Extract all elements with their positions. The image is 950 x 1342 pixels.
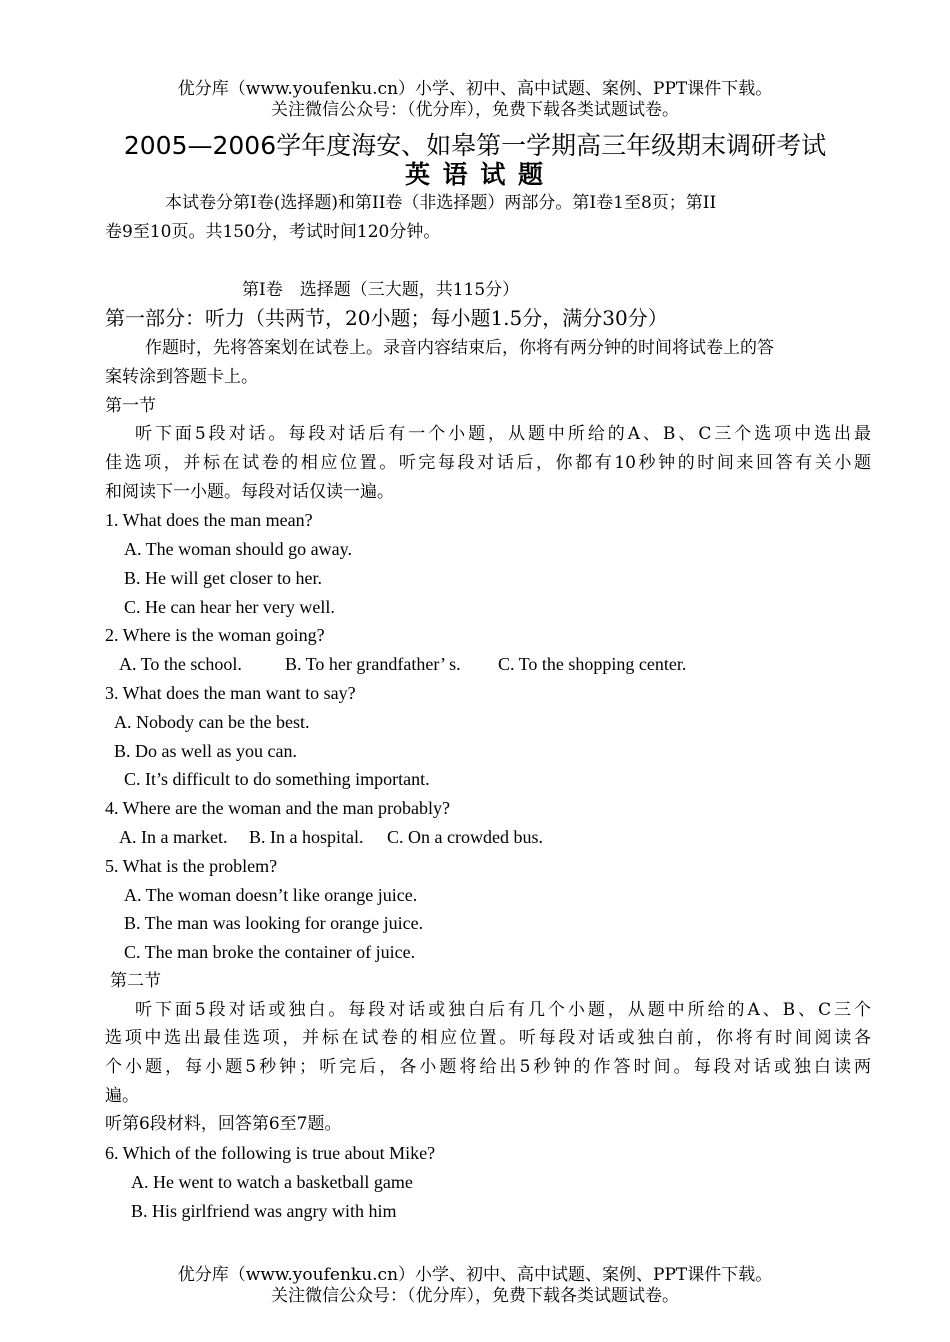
question-6-option-a: A. He went to watch a basketball game [131, 1172, 413, 1192]
question-4-stem: 4. Where are the woman and the man probably? [105, 798, 451, 818]
section-1-instruction-line-2: 佳选项，并标在试卷的相应位置。听完每段对话后，你都有10秒钟的时间来回答有关小题 [105, 453, 871, 473]
question-5-stem: 5. What is the problem? [105, 856, 278, 876]
question-2-option-c: C. To the shopping center. [498, 654, 687, 674]
section-2-instruction-line-2: 选项中选出最佳选项，并标在试卷的相应位置。听每段对话或独白前，你将有时间阅读各 [105, 1028, 871, 1048]
part-1-title: 第一部分：听力（共两节，20小题；每小题1.5分，满分30分） [105, 306, 668, 330]
header-line-1: 优分库（www.youfenku.cn）小学、初中、高中试题、案例、PPT课件下载。 [177, 79, 773, 99]
section-2-instruction-line-1: 听下面5段对话或独白。每段对话或独白后有几个小题，从题中所给的A、B、C三个 [135, 1000, 871, 1020]
question-3-option-a: A. Nobody can be the best. [114, 712, 310, 732]
question-1-option-b: B. He will get closer to her. [124, 568, 322, 588]
section-2-title: 第二节 [110, 971, 161, 991]
section-2-instruction-line-3: 个小题，每小题5秒钟；听完后，各小题将给出5秒钟的作答时间。每段对话或独白读两 [105, 1057, 871, 1077]
question-3-option-b: B. Do as well as you can. [114, 741, 297, 761]
question-4-option-c: C. On a crowded bus. [387, 827, 543, 847]
question-6-stem: 6. Which of the following is true about Mike? [105, 1143, 436, 1163]
question-1-option-c: C. He can hear her very well. [124, 597, 335, 617]
intro-line-2: 卷9至10页。共150分，考试时间120分钟。 [105, 222, 441, 242]
header-line-2: 关注微信公众号：（优分库），免费下载各类试题试卷。 [271, 100, 679, 120]
part-1-instruction-line-2: 案转涂到答题卡上。 [105, 367, 258, 387]
footer-line-2: 关注微信公众号：（优分库），免费下载各类试题试卷。 [271, 1286, 679, 1306]
exam-subtitle: 英 语 试 题 [404, 160, 546, 189]
footer-line-1: 优分库（www.youfenku.cn）小学、初中、高中试题、案例、PPT课件下载。 [177, 1265, 773, 1285]
question-5-option-a: A. The woman doesn’t like orange juice. [124, 885, 418, 905]
question-1-option-a: A. The woman should go away. [124, 539, 352, 559]
question-1-stem: 1. What does the man mean? [105, 510, 313, 530]
question-2-option-b: B. To her grandfather’ s. [285, 654, 461, 674]
question-5-option-c: C. The man broke the container of juice. [124, 942, 416, 962]
question-4-option-b: B. In a hospital. [249, 827, 364, 847]
material-6-heading: 听第6段材料，回答第6至7题。 [105, 1114, 342, 1134]
part-1-instruction-line-1: 作题时，先将答案划在试卷上。录音内容结束后，你将有两分钟的时间将试卷上的答 [145, 338, 774, 358]
section-2-instruction-line-4: 遍。 [105, 1086, 139, 1106]
question-3-stem: 3. What does the man want to say? [105, 683, 356, 703]
question-5-option-b: B. The man was looking for orange juice. [124, 913, 424, 933]
question-2-option-a: A. To the school. [119, 654, 242, 674]
section-1-instruction-line-3: 和阅读下一小题。每段对话仅读一遍。 [105, 482, 394, 502]
question-4-option-a: A. In a market. [119, 827, 228, 847]
intro-line-1: 本试卷分第I卷(选择题)和第II卷（非选择题）两部分。第I卷1至8页；第II [165, 193, 717, 213]
exam-title: 2005—2006学年度海安、如皋第一学期高三年级期末调研考试 [123, 131, 827, 160]
volume-1-heading: 第I卷 选择题（三大题，共115分） [242, 280, 520, 300]
question-6-option-b: B. His girlfriend was angry with him [131, 1201, 397, 1221]
section-1-title: 第一节 [105, 396, 156, 416]
section-1-instruction-line-1: 听下面5段对话。每段对话后有一个小题，从题中所给的A、B、C三个选项中选出最 [135, 424, 871, 444]
question-3-option-c: C. It’s difficult to do something important. [124, 769, 430, 789]
question-2-stem: 2. Where is the woman going? [105, 625, 325, 645]
